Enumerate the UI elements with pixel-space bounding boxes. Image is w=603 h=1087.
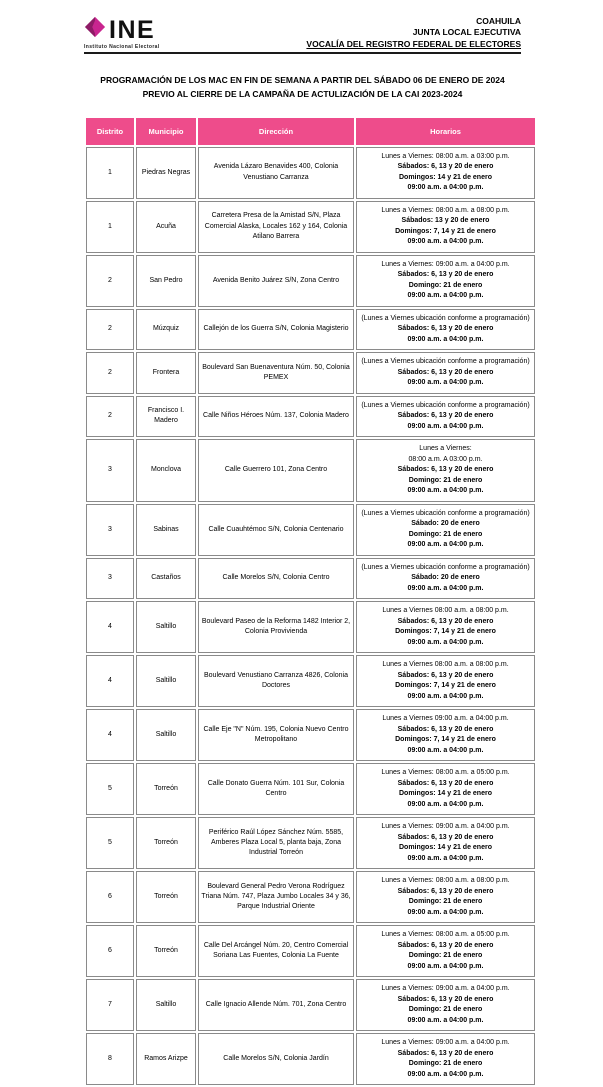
cell-horarios	[356, 763, 535, 815]
horario-line: Sábados: 6, 13 y 20 de enero	[397, 368, 494, 376]
cell-direccion: Calle Ignacio Allende Núm. 701, Zona Centro	[198, 979, 354, 1031]
cell-direccion: Calle Niños Héroes Núm. 137, Colonia Madero	[198, 396, 354, 438]
horario-line: (Lunes a Viernes ubicación conforme a programación)	[361, 509, 530, 517]
table-row	[86, 558, 535, 600]
horario-line: Sábado: 20 de enero	[411, 574, 480, 582]
horario-line: Domingos: 7, 14 y 21 de enero	[395, 682, 496, 690]
cell-horarios	[356, 817, 535, 869]
cell-direccion: Periférico Raúl López Sánchez Núm. 5585, Amberes Plaza Local 5, planta baja, Zona Industrial Torreón	[198, 817, 354, 869]
horario-line: 09:00 a.m. a 04:00 p.m.	[407, 854, 484, 862]
cell-distrito: 6	[86, 925, 134, 977]
horario-line: Lunes a Viernes 08:00 a.m. a 08:00 p.m.	[382, 661, 509, 669]
title-line-1: PROGRAMACIÓN DE LOS MAC EN FIN DE SEMANA A PARTIR DEL SÁBADO 06 DE ENERO DE 2024	[100, 75, 505, 86]
horario-line: 09:00 a.m. a 04:00 p.m.	[407, 1016, 484, 1024]
horario-line: Sábados: 6, 13 y 20 de enero	[397, 271, 494, 279]
horario-line: Sábados: 6, 13 y 20 de enero	[397, 412, 494, 420]
cell-direccion: Calle Morelos S/N, Colonia Centro	[198, 558, 354, 600]
horario-line: Sábados: 6, 13 y 20 de enero	[397, 671, 494, 679]
horario-line: 09:00 a.m. a 04:00 p.m.	[407, 746, 484, 754]
cell-municipio: Múzquiz	[136, 309, 196, 351]
cell-municipio: Acuña	[136, 201, 196, 253]
horario-line: Domingo: 21 de enero	[408, 898, 483, 906]
cell-distrito: 1	[86, 147, 134, 199]
horario-line: 08:00 a.m. A 03:00 p.m.	[408, 455, 483, 463]
schedule-table	[84, 116, 537, 1087]
cell-municipio: Francisco I. Madero	[136, 396, 196, 438]
cell-municipio: Castaños	[136, 558, 196, 600]
horario-line: Sábado: 20 de enero	[411, 520, 480, 528]
horario-line: 09:00 a.m. a 04:00 p.m.	[407, 638, 484, 646]
horario-line: 09:00 a.m. a 04:00 p.m.	[407, 292, 484, 300]
cell-distrito: 5	[86, 763, 134, 815]
cell-municipio: Saltillo	[136, 979, 196, 1031]
horario-line: 09:00 a.m. a 04:00 p.m.	[407, 800, 484, 808]
table-row	[86, 201, 535, 253]
horario-line: 09:00 a.m. a 04:00 p.m.	[407, 379, 484, 387]
header-horarios: Horarios	[356, 118, 535, 145]
cell-horarios	[356, 979, 535, 1031]
cell-municipio: Frontera	[136, 352, 196, 394]
letterhead-block	[306, 16, 521, 50]
cell-municipio: Torreón	[136, 817, 196, 869]
horario-line: 09:00 a.m. a 04:00 p.m.	[407, 584, 484, 592]
table-row	[86, 871, 535, 923]
table-row	[86, 439, 535, 502]
letterhead-state: COAHUILA	[476, 16, 521, 26]
letterhead-junta: JUNTA LOCAL EJECUTIVA	[412, 27, 521, 38]
horario-line: Sábados: 13 y 20 de enero	[401, 217, 490, 225]
horario-line: 09:00 a.m. a 04:00 p.m.	[407, 487, 484, 495]
cell-direccion: Callejón de los Guerra S/N, Colonia Magisterio	[198, 309, 354, 351]
cell-distrito: 2	[86, 352, 134, 394]
cell-direccion: Calle Cuauhtémoc S/N, Colonia Centenario	[198, 504, 354, 556]
cell-municipio: Monclova	[136, 439, 196, 502]
horario-line: Lunes a Viernes: 09:00 a.m. a 04:00 p.m.	[381, 985, 510, 993]
cell-direccion: Boulevard Paseo de la Reforma 1482 Interior 2, Colonia Provivienda	[198, 601, 354, 653]
cell-distrito: 2	[86, 396, 134, 438]
horario-line: Sábados: 6, 13 y 20 de enero	[397, 941, 494, 949]
cell-horarios	[356, 558, 535, 600]
horario-line: Domingos: 14 y 21 de enero	[399, 173, 492, 181]
table-row	[86, 709, 535, 761]
cell-distrito: 1	[86, 201, 134, 253]
header-municipio: Municipio	[136, 118, 196, 145]
cell-horarios	[356, 396, 535, 438]
cell-distrito: 4	[86, 601, 134, 653]
horario-line: Domingo: 21 de enero	[408, 952, 483, 960]
document-content	[84, 0, 530, 1087]
table-row	[86, 655, 535, 707]
horario-line: (Lunes a Viernes ubicación conforme a programación)	[361, 314, 530, 322]
horario-line: Lunes a Viernes 08:00 a.m. a 08:00 p.m.	[382, 607, 509, 615]
horario-line: Domingo: 21 de enero	[408, 530, 483, 538]
header-row	[86, 118, 535, 145]
cell-municipio: Ramos Arizpe	[136, 1033, 196, 1085]
table-row	[86, 352, 535, 394]
cell-distrito: 3	[86, 504, 134, 556]
horario-line: Domingos: 7, 14 y 21 de enero	[395, 628, 496, 636]
horario-line: 09:00 a.m. a 04:00 p.m.	[407, 908, 484, 916]
cell-distrito: 3	[86, 558, 134, 600]
horario-line: 09:00 a.m. a 04:00 p.m.	[407, 335, 484, 343]
table-row	[86, 147, 535, 199]
cell-direccion: Avenida Lázaro Benavides 400, Colonia Venustiano Carranza	[198, 147, 354, 199]
header-direccion: Dirección	[198, 118, 354, 145]
table-row	[86, 255, 535, 307]
horario-line: 09:00 a.m. a 04:00 p.m.	[407, 541, 484, 549]
ine-logo-row	[84, 16, 160, 43]
horario-line: Sábados: 6, 13 y 20 de enero	[397, 833, 494, 841]
horario-line: Sábados: 6, 13 y 20 de enero	[397, 163, 494, 171]
cell-distrito: 5	[86, 817, 134, 869]
cell-distrito: 4	[86, 655, 134, 707]
table-row	[86, 601, 535, 653]
cell-horarios	[356, 309, 535, 351]
cell-direccion: Boulevard Venustiano Carranza 4826, Colonia Doctores	[198, 655, 354, 707]
ine-logo	[84, 16, 160, 50]
horario-line: Lunes a Viernes:	[419, 445, 472, 453]
cell-horarios	[356, 201, 535, 253]
horario-line: Sábados: 6, 13 y 20 de enero	[397, 466, 494, 474]
table-row	[86, 309, 535, 351]
cell-direccion: Calle Morelos S/N, Colonia Jardín	[198, 1033, 354, 1085]
horario-line: 09:00 a.m. a 04:00 p.m.	[407, 1070, 484, 1078]
cell-horarios	[356, 655, 535, 707]
cell-horarios	[356, 709, 535, 761]
horario-line: Sábados: 6, 13 y 20 de enero	[397, 325, 494, 333]
horario-line: Domingo: 21 de enero	[408, 476, 483, 484]
cell-municipio: Saltillo	[136, 709, 196, 761]
horario-line: (Lunes a Viernes ubicación conforme a programación)	[361, 358, 530, 366]
horario-line: Domingos: 7, 14 y 21 de enero	[395, 736, 496, 744]
cell-municipio: San Pedro	[136, 255, 196, 307]
cell-horarios	[356, 871, 535, 923]
cell-direccion: Calle Del Arcángel Núm. 20, Centro Comercial Soriana Las Fuentes, Colonia La Fuente	[198, 925, 354, 977]
cell-municipio: Torreón	[136, 763, 196, 815]
cell-horarios	[356, 352, 535, 394]
horario-line: Lunes a Viernes: 08:00 a.m. a 08:00 p.m.	[381, 206, 510, 214]
horario-line: Sábados: 6, 13 y 20 de enero	[397, 1049, 494, 1057]
cell-direccion: Calle Donato Guerra Núm. 101 Sur, Colonia Centro	[198, 763, 354, 815]
cell-municipio: Piedras Negras	[136, 147, 196, 199]
horario-line: Lunes a Viernes: 08:00 a.m. a 03:00 p.m.	[381, 152, 510, 160]
cell-horarios	[356, 504, 535, 556]
logo-brand: INE	[109, 15, 156, 44]
horario-line: 09:00 a.m. a 04:00 p.m.	[407, 962, 484, 970]
horario-line: Domingos: 14 y 21 de enero	[399, 790, 492, 798]
horario-line: 09:00 a.m. a 04:00 p.m.	[407, 238, 484, 246]
cell-horarios	[356, 601, 535, 653]
cell-horarios	[356, 255, 535, 307]
table-row	[86, 1033, 535, 1085]
cell-horarios	[356, 147, 535, 199]
cell-distrito: 7	[86, 979, 134, 1031]
schedule-table-head	[86, 118, 535, 145]
horario-line: Lunes a Viernes: 08:00 a.m. a 08:00 p.m.	[381, 877, 510, 885]
cell-direccion: Boulevard General Pedro Verona Rodríguez Triana Núm. 747, Plaza Jumbo Locales 34 y 36, Parque Industrial Oriente	[198, 871, 354, 923]
cell-direccion: Calle Guerrero 101, Zona Centro	[198, 439, 354, 502]
cell-distrito: 3	[86, 439, 134, 502]
cell-distrito: 2	[86, 255, 134, 307]
cell-distrito: 6	[86, 871, 134, 923]
horario-line: Sábados: 6, 13 y 20 de enero	[397, 995, 494, 1003]
horario-line: Domingo: 21 de enero	[408, 281, 483, 289]
cell-distrito: 2	[86, 309, 134, 351]
horario-line: Lunes a Viernes: 08:00 a.m. a 05:00 p.m.	[381, 769, 510, 777]
ine-diamond-icon	[84, 16, 106, 43]
letterhead	[84, 16, 521, 54]
table-row	[86, 763, 535, 815]
title-line-2: PREVIO AL CIERRE DE LA CAMPAÑA DE ACTULIZACIÓN DE LA CAI 2023-2024	[142, 89, 463, 99]
schedule-table-body	[86, 147, 535, 1086]
horario-line: Lunes a Viernes: 08:00 a.m. a 05:00 p.m.	[381, 931, 510, 939]
table-row	[86, 504, 535, 556]
cell-direccion: Calle Eje "N" Núm. 195, Colonia Nuevo Centro Metropolitano	[198, 709, 354, 761]
horario-line: Sábados: 6, 13 y 20 de enero	[397, 617, 494, 625]
horario-line: Domingo: 21 de enero	[408, 1006, 483, 1014]
horario-line: (Lunes a Viernes ubicación conforme a programación)	[361, 563, 530, 571]
cell-municipio: Sabinas	[136, 504, 196, 556]
horario-line: 09:00 a.m. a 04:00 p.m.	[407, 692, 484, 700]
cell-distrito: 8	[86, 1033, 134, 1085]
cell-direccion: Avenida Benito Juárez S/N, Zona Centro	[198, 255, 354, 307]
horario-line: Lunes a Viernes: 09:00 a.m. a 04:00 p.m.	[381, 1039, 510, 1047]
horario-line: 09:00 a.m. a 04:00 p.m.	[407, 184, 484, 192]
cell-direccion: Carretera Presa de la Amistad S/N, Plaza Comercial Alaska, Locales 162 y 164, Colonia Atilano Barrera	[198, 201, 354, 253]
horario-line: 09:00 a.m. a 04:00 p.m.	[407, 422, 484, 430]
horario-line: Domingos: 7, 14 y 21 de enero	[395, 227, 496, 235]
cell-horarios	[356, 925, 535, 977]
table-row	[86, 817, 535, 869]
cell-horarios	[356, 439, 535, 502]
document-title	[84, 74, 521, 101]
logo-subtitle: Instituto Nacional Electoral	[84, 44, 160, 51]
cell-municipio: Saltillo	[136, 601, 196, 653]
cell-distrito: 4	[86, 709, 134, 761]
table-row	[86, 925, 535, 977]
horario-line: Sábados: 6, 13 y 20 de enero	[397, 887, 494, 895]
horario-line: Lunes a Viernes: 09:00 a.m. a 04:00 p.m.	[381, 260, 510, 268]
cell-horarios	[356, 1033, 535, 1085]
header-distrito: Distrito	[86, 118, 134, 145]
letterhead-vocalia: VOCALÍA DEL REGISTRO FEDERAL DE ELECTORES	[306, 38, 521, 49]
horario-line: Domingo: 21 de enero	[408, 1060, 483, 1068]
cell-municipio: Saltillo	[136, 655, 196, 707]
horario-line: Lunes a Viernes: 09:00 a.m. a 04:00 p.m.	[381, 823, 510, 831]
horario-line: Sábados: 6, 13 y 20 de enero	[397, 725, 494, 733]
cell-direccion: Boulevard San Buenaventura Núm. 50, Colonia PEMEX	[198, 352, 354, 394]
cell-municipio: Torreón	[136, 925, 196, 977]
table-row	[86, 396, 535, 438]
horario-line: (Lunes a Viernes ubicación conforme a programación)	[361, 401, 530, 409]
cell-municipio: Torreón	[136, 871, 196, 923]
horario-line: Sábados: 6, 13 y 20 de enero	[397, 779, 494, 787]
table-row	[86, 979, 535, 1031]
horario-line: Domingos: 14 y 21 de enero	[399, 844, 492, 852]
horario-line: Lunes a Viernes 09:00 a.m. a 04:00 p.m.	[382, 715, 509, 723]
